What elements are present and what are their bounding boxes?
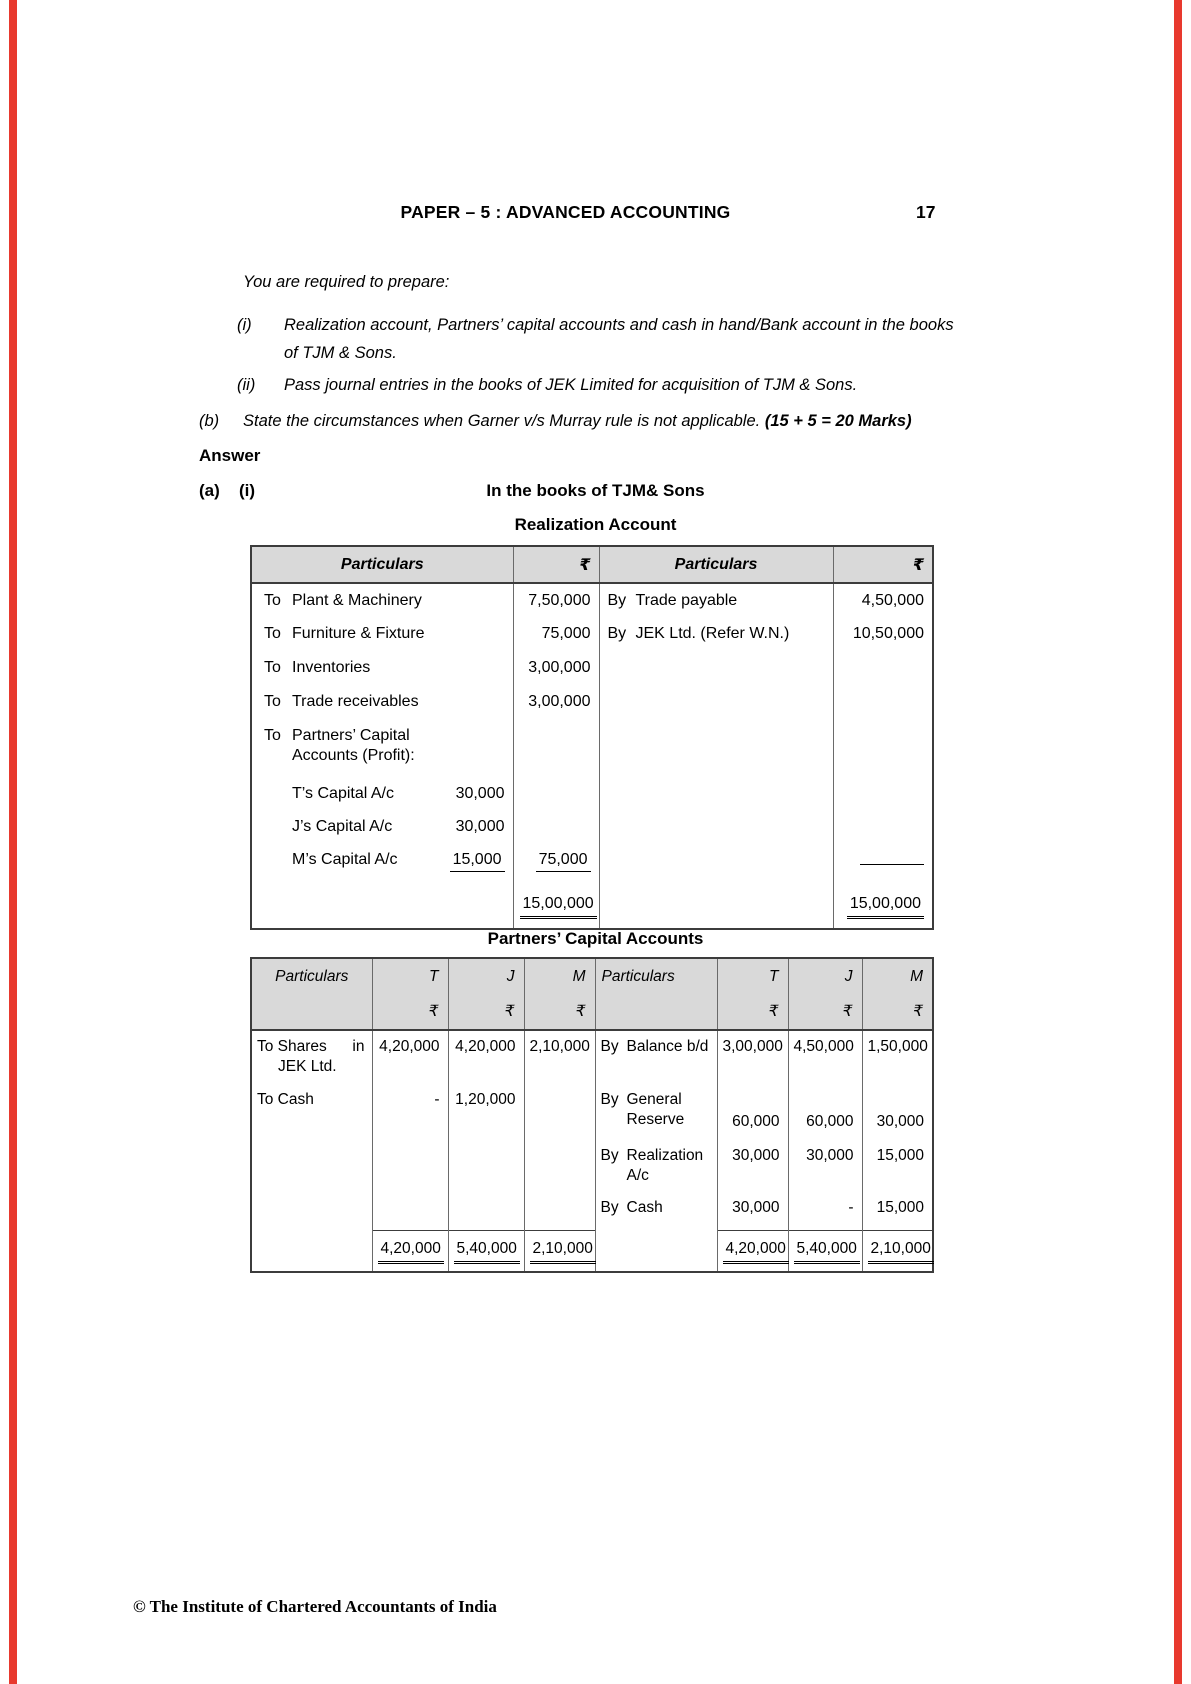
answer-heading: Answer bbox=[199, 446, 261, 465]
blank-total-rule bbox=[860, 850, 924, 865]
debit-label: in bbox=[352, 1038, 365, 1055]
amount-cell-T: 30,000 bbox=[717, 1140, 788, 1192]
credit-particulars-cell bbox=[595, 1084, 717, 1140]
credit-particulars-cell bbox=[599, 583, 833, 617]
header-col-M bbox=[862, 958, 933, 1030]
amount-cell-T: 4,20,000 bbox=[372, 1030, 448, 1084]
header-credit-rupee bbox=[833, 546, 933, 583]
item-ii-text: Pass journal entries in the books of JEK Limited for acquisition of TJM & Sons. bbox=[284, 376, 858, 394]
credit-amount-cell: 10,50,000 bbox=[833, 617, 933, 651]
credit-particulars-cell bbox=[595, 1230, 717, 1272]
column-header: T bbox=[429, 968, 439, 985]
debit-total-cell bbox=[513, 887, 599, 929]
debit-label: JEK Ltd. bbox=[278, 1058, 337, 1075]
credit-particulars-cell bbox=[599, 651, 833, 685]
credit-label: Realization A/c bbox=[626, 1147, 704, 1184]
to-prefix: To bbox=[264, 625, 281, 642]
double-underlined-total: 15,00,000 bbox=[847, 894, 924, 919]
books-heading: In the books of TJM& Sons bbox=[486, 481, 705, 500]
header-col-T bbox=[717, 958, 788, 1030]
debit-label: Trade receivables bbox=[292, 693, 419, 710]
double-underlined-total: 5,40,000 bbox=[794, 1239, 860, 1264]
total-cell-T bbox=[717, 1230, 788, 1272]
amount-cell-J bbox=[448, 1140, 524, 1192]
amount-cell-M bbox=[524, 1192, 595, 1230]
double-underlined-total: 15,00,000 bbox=[520, 894, 597, 919]
amount-cell-T: 30,000 bbox=[717, 1192, 788, 1230]
amount-cell-J bbox=[448, 1192, 524, 1230]
rupee-symbol: ₹ bbox=[575, 1002, 586, 1020]
to-prefix: To bbox=[264, 592, 281, 609]
debit-particulars-cell bbox=[251, 651, 513, 685]
item-i-marker: (i) bbox=[237, 316, 252, 334]
debit-particulars-cell bbox=[251, 685, 513, 719]
rupee-symbol: ₹ bbox=[504, 1002, 515, 1020]
double-underlined-total: 4,20,000 bbox=[378, 1239, 444, 1264]
credit-particulars-cell bbox=[599, 843, 833, 887]
debit-particulars-cell bbox=[251, 1140, 372, 1192]
credit-label: Balance b/d bbox=[626, 1038, 709, 1055]
right-red-page-border bbox=[1174, 0, 1182, 1684]
credit-particulars-cell bbox=[599, 887, 833, 929]
by-prefix: By bbox=[607, 592, 627, 609]
debit-particulars-cell bbox=[251, 1192, 372, 1230]
by-prefix: By bbox=[600, 1199, 619, 1216]
rupee-symbol: ₹ bbox=[913, 1002, 923, 1020]
header-col-J bbox=[448, 958, 524, 1030]
credit-amount-cell bbox=[833, 685, 933, 719]
debit-label: Furniture & Fixture bbox=[292, 625, 425, 642]
page-title: PAPER – 5 : ADVANCED ACCOUNTING bbox=[400, 202, 731, 222]
credit-label: Cash bbox=[626, 1199, 663, 1216]
to-prefix: To bbox=[264, 727, 281, 744]
column-header: J bbox=[844, 968, 853, 985]
credit-total-cell bbox=[833, 887, 933, 929]
credit-label: General Reserve bbox=[626, 1091, 685, 1128]
debit-amount-cell: 3,00,000 bbox=[513, 685, 599, 719]
underlined-amount: 75,000 bbox=[536, 850, 591, 872]
debit-amount-cell bbox=[513, 719, 599, 777]
amount-cell-J: 30,000 bbox=[788, 1140, 862, 1192]
by-prefix: By bbox=[607, 625, 627, 642]
credit-amount-cell: 4,50,000 bbox=[833, 583, 933, 617]
column-header: M bbox=[572, 968, 586, 985]
debit-particulars-cell bbox=[251, 1230, 372, 1272]
header-debit-particulars: Particulars bbox=[251, 546, 513, 583]
underlined-amount: 15,000 bbox=[450, 850, 505, 872]
debit-label: Partners’ Capital Accounts (Profit): bbox=[292, 727, 415, 764]
question-intro: You are required to prepare: bbox=[243, 273, 450, 291]
credit-particulars-cell bbox=[595, 1140, 717, 1192]
double-underlined-total: 2,10,000 bbox=[868, 1239, 934, 1264]
amount-cell-J: 4,50,000 bbox=[788, 1030, 862, 1084]
amount-cell-T: 3,00,000 bbox=[717, 1030, 788, 1084]
realization-account-title: Realization Account bbox=[514, 515, 677, 534]
realization-account-table bbox=[250, 545, 934, 930]
total-cell-M bbox=[862, 1230, 933, 1272]
by-prefix: By bbox=[600, 1147, 619, 1164]
header-debit-particulars bbox=[251, 958, 372, 1030]
rupee-symbol: ₹ bbox=[842, 1002, 853, 1020]
double-underlined-total: 4,20,000 bbox=[723, 1239, 789, 1264]
debit-label: Plant & Machinery bbox=[292, 592, 422, 609]
part-b-marks: (15 + 5 = 20 Marks) bbox=[764, 412, 912, 430]
credit-particulars-cell bbox=[595, 1192, 717, 1230]
debit-sub-amount: 30,000 bbox=[455, 785, 505, 802]
partners-capital-title: Partners’ Capital Accounts bbox=[487, 929, 704, 948]
question-part-b bbox=[199, 412, 999, 431]
column-header: Particulars bbox=[275, 968, 349, 985]
debit-label: M’s Capital A/c bbox=[292, 851, 398, 868]
total-cell-J bbox=[788, 1230, 862, 1272]
credit-amount-cell bbox=[833, 651, 933, 685]
rupee-symbol: ₹ bbox=[579, 555, 591, 574]
part-b-text: State the circumstances when Garner v/s Murray rule is not applicable. bbox=[243, 412, 761, 430]
amount-cell-M: 2,10,000 bbox=[524, 1030, 595, 1084]
column-header: J bbox=[506, 968, 515, 985]
debit-particulars-cell bbox=[251, 583, 513, 617]
credit-label: Trade payable bbox=[635, 592, 738, 609]
header-col-J bbox=[788, 958, 862, 1030]
amount-cell-T bbox=[372, 1192, 448, 1230]
credit-particulars-cell bbox=[599, 617, 833, 651]
column-header: T bbox=[769, 968, 779, 985]
debit-particulars-cell bbox=[251, 777, 513, 810]
debit-amount-cell bbox=[513, 843, 599, 887]
header-col-T bbox=[372, 958, 448, 1030]
header-credit-particulars bbox=[595, 958, 717, 1030]
left-red-page-border bbox=[9, 0, 17, 1684]
debit-amount-cell: 3,00,000 bbox=[513, 651, 599, 685]
to-prefix: To bbox=[264, 693, 281, 710]
amount-cell-M bbox=[524, 1084, 595, 1140]
debit-particulars-cell bbox=[251, 617, 513, 651]
debit-particulars-cell bbox=[251, 719, 513, 777]
header-debit-rupee bbox=[513, 546, 599, 583]
by-prefix: By bbox=[600, 1091, 619, 1108]
rupee-symbol: ₹ bbox=[428, 1002, 439, 1020]
partners-capital-table bbox=[250, 957, 934, 1273]
debit-label: To Shares bbox=[257, 1038, 327, 1055]
debit-amount-cell: 7,50,000 bbox=[513, 583, 599, 617]
amount-cell-J: 1,20,000 bbox=[448, 1084, 524, 1140]
header-credit-particulars: Particulars bbox=[599, 546, 833, 583]
item-i-text: Realization account, Partners’ capital accounts and cash in hand/Bank account in the books of TJM & Sons. bbox=[284, 316, 954, 362]
debit-label: T’s Capital A/c bbox=[292, 785, 394, 802]
credit-label: JEK Ltd. (Refer W.N.) bbox=[635, 625, 790, 642]
debit-sub-amount bbox=[441, 850, 507, 872]
debit-particulars-cell bbox=[251, 843, 513, 887]
column-header: M bbox=[910, 968, 923, 985]
amount-cell-J: 4,20,000 bbox=[448, 1030, 524, 1084]
copyright-footer: © The Institute of Chartered Accountants of India bbox=[133, 1597, 497, 1616]
amount-cell-M: 15,000 bbox=[862, 1140, 933, 1192]
debit-particulars-cell bbox=[251, 887, 513, 929]
amount-cell-T: 60,000 bbox=[717, 1084, 788, 1140]
amount-cell-M: 1,50,000 bbox=[862, 1030, 933, 1084]
amount-cell-T: - bbox=[372, 1084, 448, 1140]
credit-particulars-cell bbox=[599, 777, 833, 810]
total-cell-M bbox=[524, 1230, 595, 1272]
credit-amount-cell bbox=[833, 719, 933, 777]
credit-particulars-cell bbox=[599, 719, 833, 777]
double-underlined-total: 2,10,000 bbox=[530, 1239, 596, 1264]
total-cell-J bbox=[448, 1230, 524, 1272]
header-col-M bbox=[524, 958, 595, 1030]
total-cell-T bbox=[372, 1230, 448, 1272]
amount-cell-T bbox=[372, 1140, 448, 1192]
debit-amount-cell: 75,000 bbox=[513, 617, 599, 651]
double-underlined-total: 5,40,000 bbox=[454, 1239, 520, 1264]
credit-amount-cell bbox=[833, 843, 933, 887]
by-prefix: By bbox=[600, 1038, 619, 1055]
rupee-symbol: ₹ bbox=[912, 555, 924, 574]
credit-particulars-cell bbox=[595, 1030, 717, 1084]
credit-particulars-cell bbox=[599, 810, 833, 843]
debit-particulars-cell bbox=[251, 1030, 372, 1084]
debit-amount-cell bbox=[513, 810, 599, 843]
debit-particulars-cell bbox=[251, 810, 513, 843]
amount-cell-J: 60,000 bbox=[788, 1084, 862, 1140]
debit-amount-cell bbox=[513, 777, 599, 810]
credit-amount-cell bbox=[833, 810, 933, 843]
amount-cell-M bbox=[524, 1140, 595, 1192]
debit-label: J’s Capital A/c bbox=[292, 818, 393, 835]
debit-particulars-cell: To Cash bbox=[251, 1084, 372, 1140]
page-number: 17 bbox=[916, 202, 936, 222]
amount-cell-M: 15,000 bbox=[862, 1192, 933, 1230]
credit-amount-cell bbox=[833, 777, 933, 810]
amount-cell-M: 30,000 bbox=[862, 1084, 933, 1140]
to-prefix: To bbox=[264, 659, 281, 676]
part-b-marker: (b) bbox=[199, 412, 220, 430]
credit-particulars-cell bbox=[599, 685, 833, 719]
answer-marker-a: (a) bbox=[199, 481, 220, 500]
amount-cell-J: - bbox=[788, 1192, 862, 1230]
rupee-symbol: ₹ bbox=[768, 1002, 779, 1020]
debit-sub-amount: 30,000 bbox=[455, 818, 505, 835]
column-header: Particulars bbox=[601, 968, 675, 985]
item-ii-marker: (ii) bbox=[237, 376, 256, 394]
answer-marker-i: (i) bbox=[239, 481, 256, 500]
debit-label: Inventories bbox=[292, 659, 371, 676]
